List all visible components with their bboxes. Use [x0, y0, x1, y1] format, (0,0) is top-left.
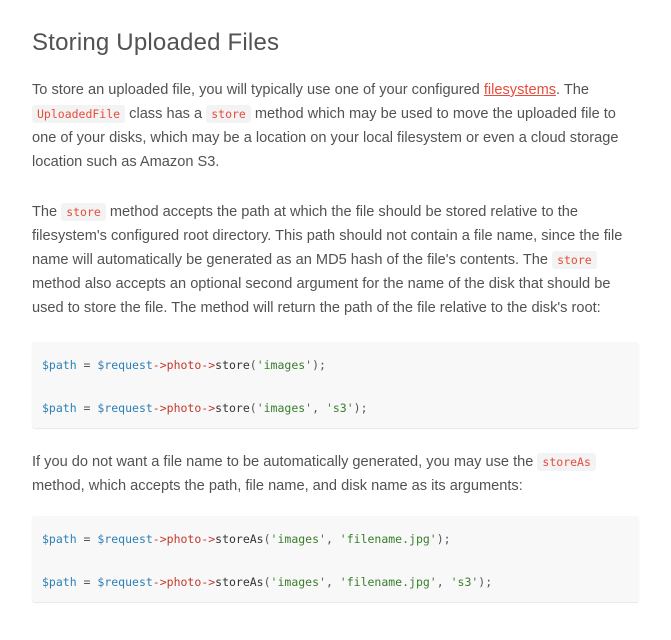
code-string: 's3'	[325, 401, 354, 415]
text: method accepts the path at which the file should be stored relative to the filesystem's configured root directory. This path should not contain a file name, since the file name will automatically be generated as an MD5 hash of the file's contents. The	[32, 204, 623, 268]
code-line	[42, 396, 629, 420]
code-property: photo	[166, 575, 202, 589]
code-variable: $path	[42, 358, 77, 372]
code-function: store	[215, 358, 250, 372]
paragraph-intro	[32, 78, 639, 174]
code-line	[42, 570, 629, 594]
code-string: 'images'	[270, 575, 326, 589]
code-arrow: ->	[152, 401, 167, 415]
paragraph-storeas	[32, 450, 639, 498]
code-line	[42, 350, 629, 396]
code-variable: $request	[97, 575, 153, 589]
code-function: store	[215, 401, 250, 415]
code-property: photo	[166, 532, 202, 546]
code-punctuation: ,	[436, 575, 451, 589]
code-variable: $request	[97, 401, 153, 415]
code-variable: $request	[97, 532, 153, 546]
code-string: 'images'	[256, 358, 313, 372]
code-block-storeas	[32, 516, 639, 602]
text: method, which accepts the path, file name, and disk name as its arguments:	[32, 478, 523, 494]
code-arrow: ->	[152, 575, 167, 589]
code-variable: $path	[42, 532, 77, 546]
code-arrow: ->	[201, 401, 216, 415]
code-variable: $path	[42, 401, 77, 415]
code-operator: =	[76, 358, 98, 372]
filesystems-link[interactable]: filesystems	[483, 82, 557, 98]
code-line	[42, 524, 629, 570]
code-string: 'images'	[256, 401, 313, 415]
inline-code-storeas: storeAs	[537, 453, 595, 471]
code-punctuation: (	[263, 575, 271, 589]
code-arrow: ->	[152, 532, 167, 546]
code-string: 'images'	[270, 532, 326, 546]
inline-code-uploadedfile: UploadedFile	[32, 105, 125, 123]
code-punctuation: );	[312, 358, 326, 372]
text: . The	[556, 82, 590, 98]
code-block-store	[32, 342, 639, 428]
code-property: photo	[166, 401, 202, 415]
code-function: storeAs	[215, 575, 264, 589]
code-punctuation: (	[249, 358, 257, 372]
code-property: photo	[166, 358, 202, 372]
code-operator: =	[76, 532, 98, 546]
inline-code-store: store	[206, 105, 251, 123]
code-punctuation: ,	[312, 401, 326, 415]
inline-code-store: store	[552, 251, 597, 269]
text: class has a	[125, 106, 207, 122]
code-string: 'filename.jpg'	[339, 532, 437, 546]
code-operator: =	[76, 401, 98, 415]
code-arrow: ->	[201, 575, 216, 589]
text: The	[32, 204, 62, 220]
code-punctuation: );	[353, 401, 368, 415]
code-punctuation: );	[478, 575, 493, 589]
code-punctuation: ,	[325, 575, 340, 589]
code-string: 'filename.jpg'	[339, 575, 437, 589]
code-arrow: ->	[201, 358, 216, 372]
section-heading: Storing Uploaded Files	[32, 29, 280, 56]
code-punctuation: (	[263, 532, 271, 546]
code-string: 's3'	[450, 575, 479, 589]
code-operator: =	[76, 575, 98, 589]
text: method which may be used to move the uploaded file to one of your disks, which may be a location on your local filesystem or even a cloud storage location such as Amazon S3.	[32, 106, 619, 170]
code-variable: $path	[42, 575, 77, 589]
text: If you do not want a file name to be automatically generated, you may use the	[32, 454, 538, 470]
code-variable: $request	[97, 358, 153, 372]
text: method also accepts an optional second argument for the name of the disk that should be used to store the file. The method will return the path of the file relative to the disk's root:	[32, 276, 611, 316]
text: To store an uploaded file, you will typically use one of your configured	[32, 82, 484, 98]
code-punctuation: );	[436, 532, 451, 546]
code-function: storeAs	[215, 532, 264, 546]
code-punctuation: ,	[325, 532, 340, 546]
code-punctuation: (	[249, 401, 257, 415]
code-arrow: ->	[152, 358, 167, 372]
code-arrow: ->	[201, 532, 216, 546]
paragraph-store-method	[32, 200, 639, 320]
inline-code-store: store	[61, 203, 106, 221]
